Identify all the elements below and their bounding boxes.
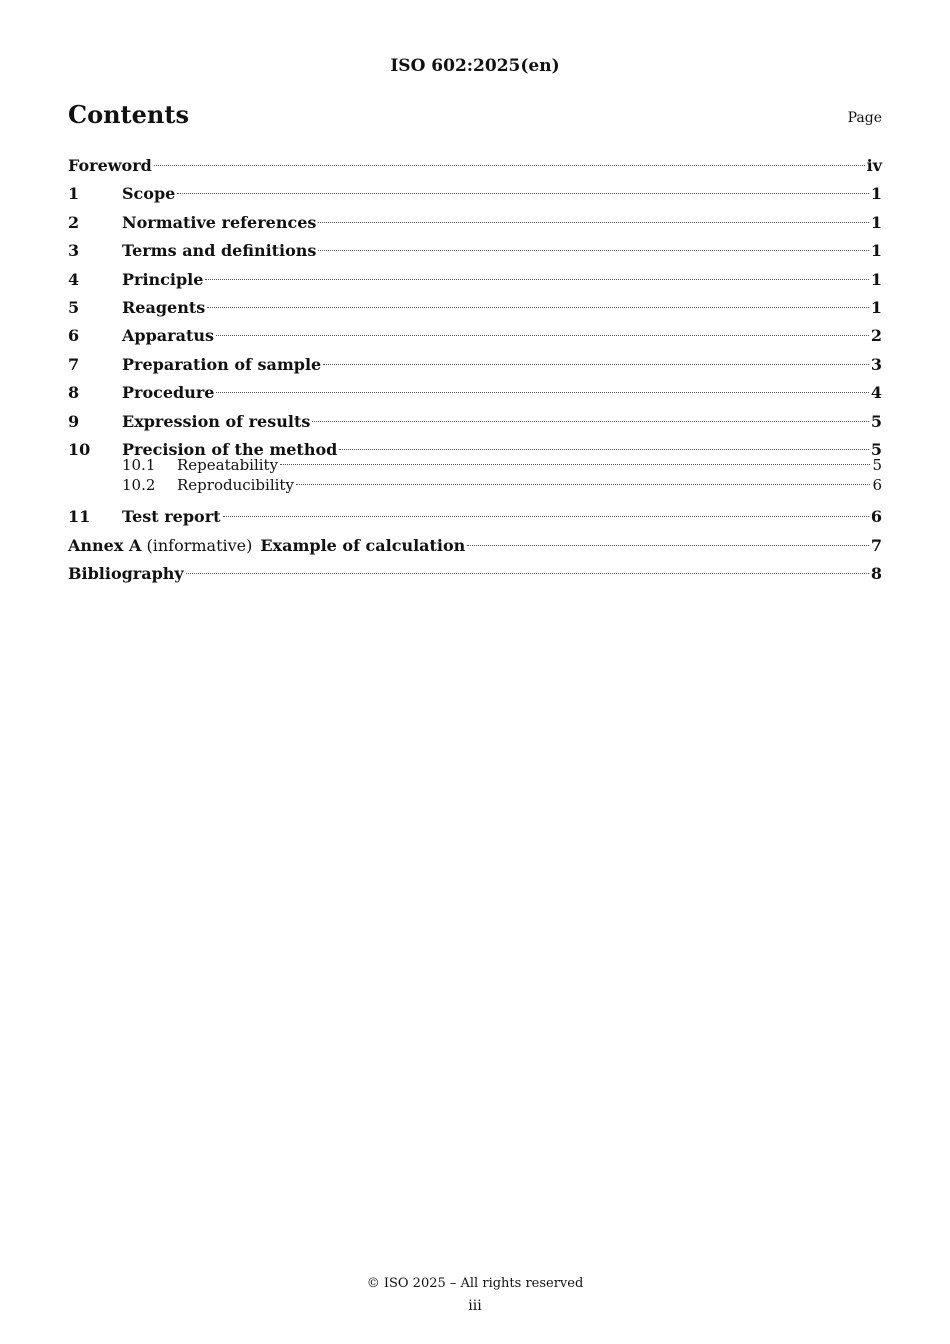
toc-entry-page: 1 [870,212,882,232]
dot-leader [323,364,869,365]
toc-entry-page: 2 [870,326,882,346]
toc-entry-page: 1 [870,241,882,261]
toc-entry-subclause-10-2[interactable] [68,476,882,496]
toc-entry-number: 11 [68,507,91,527]
toc-entry-label: Principle [122,269,204,289]
toc-entry-number: 4 [68,269,80,289]
toc-entry-number: 9 [68,411,80,431]
dot-leader [223,516,869,517]
page-column-label: Page [847,110,882,126]
dot-leader [296,484,871,485]
toc-entry-page: 3 [870,354,882,374]
dot-leader [177,193,869,194]
toc-entry-page: 6 [870,507,882,527]
toc-entry-page: 1 [870,269,882,289]
toc-entry-number: 1 [68,184,80,204]
annex-prefix: Annex A [68,535,142,555]
toc-entry-label: Scope [122,184,176,204]
toc-entry-number: 2 [68,212,80,232]
toc-entry-label: Normative references [122,212,317,232]
toc-entry-number: 7 [68,354,80,374]
annex-title: Example of calculation [260,535,466,555]
toc-entry-page: 6 [872,475,882,494]
toc-entry-label: Expression of results [122,411,311,431]
toc-entry-label: Apparatus [122,326,214,346]
toc-entry-page: 5 [870,439,882,459]
dot-leader [186,573,869,574]
toc-entry-label: Reagents [122,297,206,317]
toc-entry-page: 5 [870,411,882,431]
toc-entry-page: 7 [870,535,882,555]
toc-entry-number: 10 [68,439,91,459]
dot-leader [280,464,870,465]
annex-qualifier: (informative) [146,535,253,555]
toc-entry-clause-3[interactable] [68,237,882,265]
toc-entry-clause-6[interactable] [68,322,882,350]
toc-entry-clause-4[interactable] [68,266,882,294]
dot-leader [467,545,869,546]
table-of-contents [68,152,882,588]
footer-page-number: iii [468,1298,482,1314]
toc-entry-label: Preparation of sample [122,354,322,374]
toc-entry-label: Foreword [68,156,152,175]
toc-entry-number: 5 [68,297,80,317]
dot-leader [318,250,868,251]
toc-entry-clause-2[interactable] [68,209,882,237]
toc-entry-foreword[interactable] [68,152,882,180]
toc-entry-label: Repeatability [177,456,279,475]
toc-entry-label: Precision of the method [122,439,338,459]
toc-entry-page: 5 [872,456,882,475]
toc-entry-clause-5[interactable] [68,294,882,322]
toc-entry-page: 4 [870,383,882,403]
toc-entry-clause-8[interactable] [68,379,882,407]
toc-entry-clause-11[interactable] [68,503,882,531]
footer-copyright: © ISO 2025 – All rights reserved [366,1276,584,1291]
toc-entry-number: 10.2 [122,475,156,494]
toc-entry-clause-9[interactable] [68,408,882,436]
toc-entry-label: Test report [122,507,221,527]
toc-entry-page: iv [866,156,882,175]
toc-entry-number: 8 [68,383,80,403]
toc-entry-number: 10.1 [122,456,156,475]
toc-entry-label: Procedure [122,383,215,403]
dot-leader [339,449,869,450]
dot-leader [154,165,865,166]
toc-entry-subclause-10-1[interactable] [68,456,882,476]
dot-leader [318,222,868,223]
toc-entry-label: Reproducibility [177,475,294,494]
contents-title: Contents [68,100,189,129]
toc-entry-page: 1 [870,297,882,317]
dot-leader [205,279,868,280]
dot-leader [312,421,869,422]
toc-entry-label: Bibliography [68,564,184,584]
toc-entry-annex-a[interactable] [68,532,882,560]
dot-leader [216,335,869,336]
toc-entry-bibliography[interactable] [68,560,882,588]
toc-entry-page: 8 [870,564,882,584]
document-header: ISO 602:2025(en) [390,56,560,76]
toc-entry-clause-1[interactable] [68,180,882,208]
dot-leader [207,307,869,308]
toc-entry-number: 3 [68,241,80,261]
toc-entry-page: 1 [870,184,882,204]
toc-entry-label: Terms and definitions [122,241,317,261]
toc-entry-number: 6 [68,326,80,346]
toc-entry-clause-7[interactable] [68,351,882,379]
dot-leader [216,392,868,393]
